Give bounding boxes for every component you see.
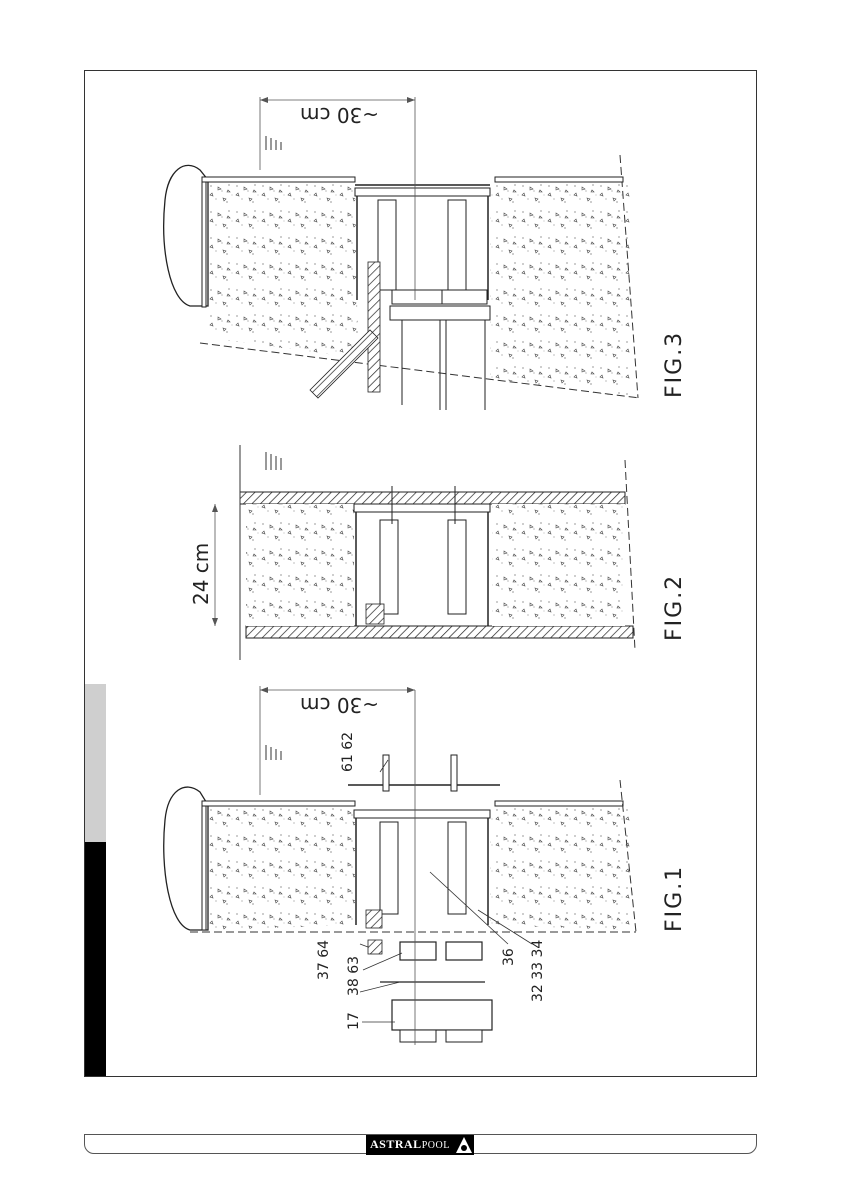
callout-61-62: 61 62 <box>340 731 356 772</box>
figure-2 <box>212 445 635 660</box>
fig2-label: FIG.2 <box>662 573 687 641</box>
figure-1 <box>164 686 636 1045</box>
callout-37-64: 37 64 <box>316 939 332 980</box>
fig2-dimension-label: 24 cm <box>189 542 213 605</box>
callout-17: 17 <box>346 1012 362 1030</box>
logo-mark-icon <box>454 1135 474 1155</box>
callout-36: 36 <box>501 948 517 966</box>
fig1-dimension-label: ~30 cm <box>300 693 380 717</box>
figure-3 <box>164 97 640 410</box>
fig1-label: FIG.1 <box>662 864 687 932</box>
callout-38-63: 38 63 <box>346 955 362 996</box>
fig3-dimension-label: ~30 cm <box>300 103 380 127</box>
astralpool-logo <box>366 1135 474 1155</box>
logo-wordmark: ASTRALPOOL <box>366 1135 454 1155</box>
fig3-label: FIG.3 <box>662 330 687 398</box>
callout-32-33-34: 32 33 34 <box>530 939 546 1002</box>
